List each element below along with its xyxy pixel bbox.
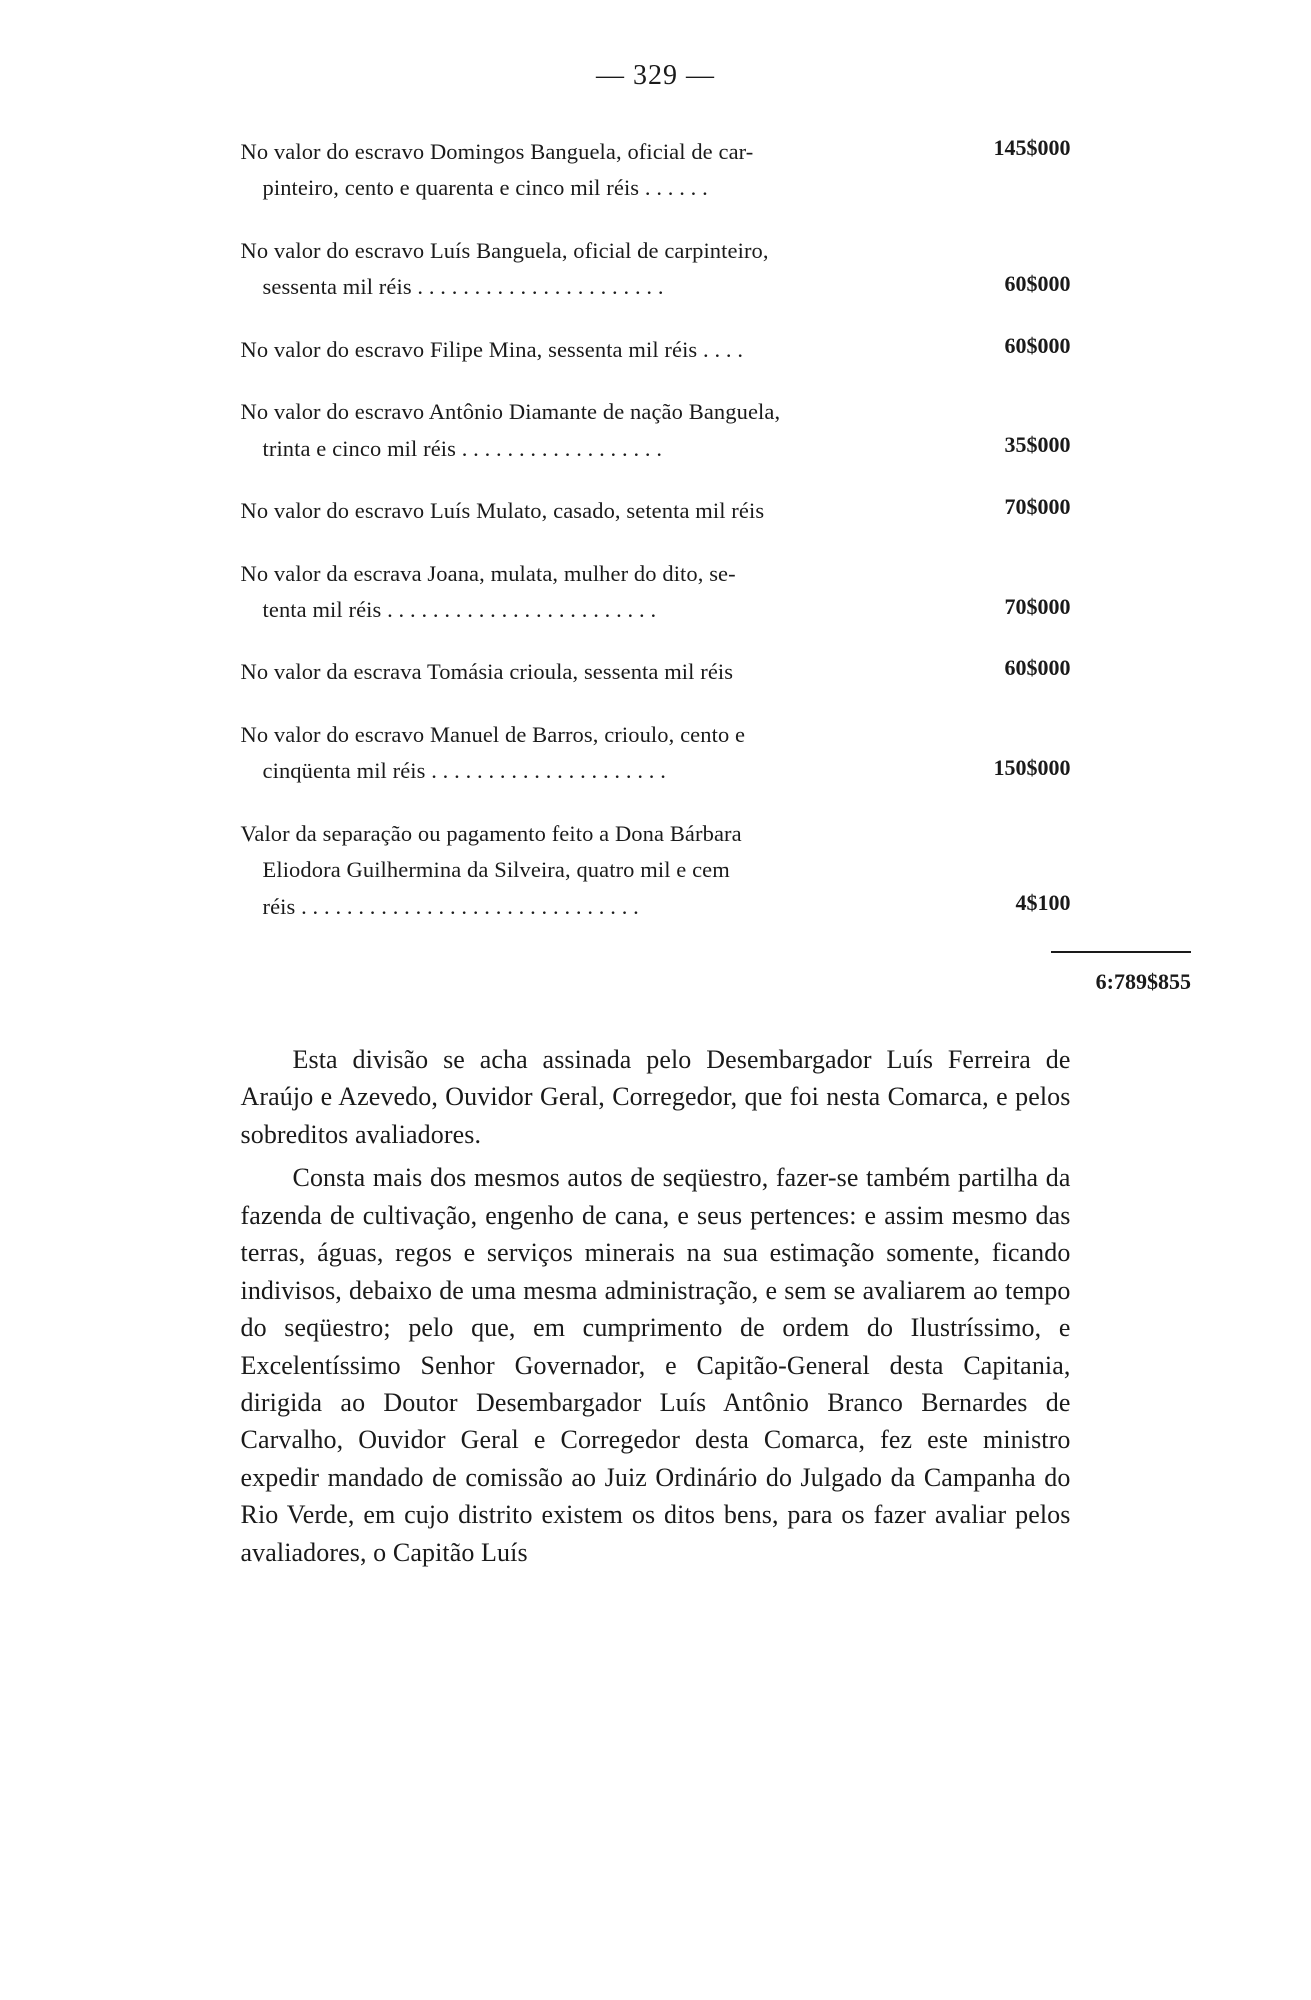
para-2: Consta mais dos mesmos autos de seqüestro, fazer-se também partilha da fazenda de cultivação, engenho de cana, e seus pertences: e assim mesmo das terras, águas, regos e serviços minerais na sua estimação somente, ficando indivisos, debaixo de uma mesma administração, e sem se avaliarem ao tempo do seqüestro; pelo que, em cumprimento de ordem do Ilustríssimo, e Excelentíssimo Senhor Governador, e Capitão-General desta Capitania, dirigida ao Doutor Desembargador Luís Antônio Branco Bernardes de Carvalho, Ouvidor Geral e Corregedor desta Comarca, fez este ministro expedir mandado de comissão ao Juiz Ordinário do Julgado da Campanha do Rio Verde, em cujo distrito existem os ditos bens, para os fazer avaliar pelos avaliadores, o Capitão Luís — [240, 1163, 1071, 1567]
ledger-entry — [241, 394, 1071, 467]
para-1: Esta divisão se acha assinada pelo Desembargador Luís Ferreira de Araújo e Azevedo, Ouvidor Geral, Corregedor, que foi nesta Comarca, e pelos sobreditos avaliadores. — [240, 1045, 1071, 1149]
ledger-entry — [241, 654, 1071, 690]
ledger-entry-amount: 4$100 — [1015, 889, 1071, 915]
ledger-entry-amount: 70$000 — [1004, 494, 1071, 520]
ledger-entry-amount: 145$000 — [993, 135, 1071, 160]
ledger-entry-amount: 70$000 — [1004, 593, 1071, 619]
ledger-entry-line: No valor da escrava Joana, mulata, mulher do dito, se- — [240, 560, 736, 586]
ledger-entry-description — [241, 493, 941, 529]
ledger-entry-line: cinqüenta mil réis . . . . . . . . . . . . . . . . . . . . . — [262, 758, 666, 784]
ledger-entry-description — [241, 556, 941, 629]
ledger-entry-amount: 60$000 — [1004, 655, 1071, 681]
ledger-entry-amount: 60$000 — [1004, 270, 1071, 296]
ledger-entry — [241, 134, 1071, 207]
ledger-entry-line: tenta mil réis . . . . . . . . . . . . . . . . . . . . . . . . — [262, 596, 657, 622]
ledger-entry-line: trinta e cinco mil réis . . . . . . . . . . . . . . . . . . — [262, 435, 663, 461]
ledger-entry — [241, 816, 1071, 925]
ledger-entry-line: Valor da separação ou pagamento feito a Dona Bárbara — [240, 820, 742, 846]
ledger-entry-line: Eliodora Guilhermina da Silveira, quatro mil e cem — [262, 857, 730, 883]
total-divider — [1051, 951, 1191, 953]
body-text — [241, 1041, 1071, 1571]
ledger-entry-amount: 150$000 — [993, 754, 1071, 780]
ledger-entry — [241, 332, 1071, 368]
ledger-entry — [241, 493, 1071, 529]
ledger-entry-line: No valor do escravo Manuel de Barros, crioulo, cento e — [240, 721, 746, 747]
page-number: — 329 — — [596, 60, 715, 91]
ledger-entry-list — [241, 134, 1071, 925]
ledger-entry-description — [241, 717, 941, 790]
ledger-entry-line: réis . . . . . . . . . . . . . . . . . . . . . . . . . . . . . . — [262, 893, 639, 919]
ledger-entry-description — [241, 816, 941, 925]
ledger-entry-line: No valor do escravo Antônio Diamante de nação Banguela, — [240, 399, 781, 425]
ledger-entry-line: No valor do escravo Domingos Banguela, oficial de car- — [240, 139, 754, 164]
ledger-entry-line: No valor do escravo Filipe Mina, sessenta mil réis . . . . — [240, 336, 744, 362]
ledger-entry-line: No valor do escravo Luís Mulato, casado, setenta mil réis — [240, 498, 765, 524]
ledger-entry-line: No valor do escravo Luís Banguela, oficial de carpinteiro, — [240, 237, 769, 263]
ledger-entry-amount: 60$000 — [1004, 332, 1071, 358]
ledger-entry-description — [241, 134, 941, 207]
ledger-entry-line: sessenta mil réis . . . . . . . . . . . . . . . . . . . . . . — [262, 274, 664, 300]
ledger-entry-description — [241, 394, 941, 467]
ledger-total: 6:789$855 — [1095, 969, 1191, 994]
ledger-entry-amount: 35$000 — [1004, 432, 1071, 458]
ledger-entry-description — [241, 332, 941, 368]
ledger-entry-description — [241, 233, 941, 306]
ledger-entry-line: No valor da escrava Tomásia crioula, sessenta mil réis — [240, 659, 734, 685]
ledger-entry-line: pinteiro, cento e quarenta e cinco mil réis . . . . . . — [262, 175, 708, 201]
ledger-entry — [241, 556, 1071, 629]
ledger-entry-description — [241, 654, 941, 690]
ledger-entry — [241, 717, 1071, 790]
ledger-entry — [241, 233, 1071, 306]
